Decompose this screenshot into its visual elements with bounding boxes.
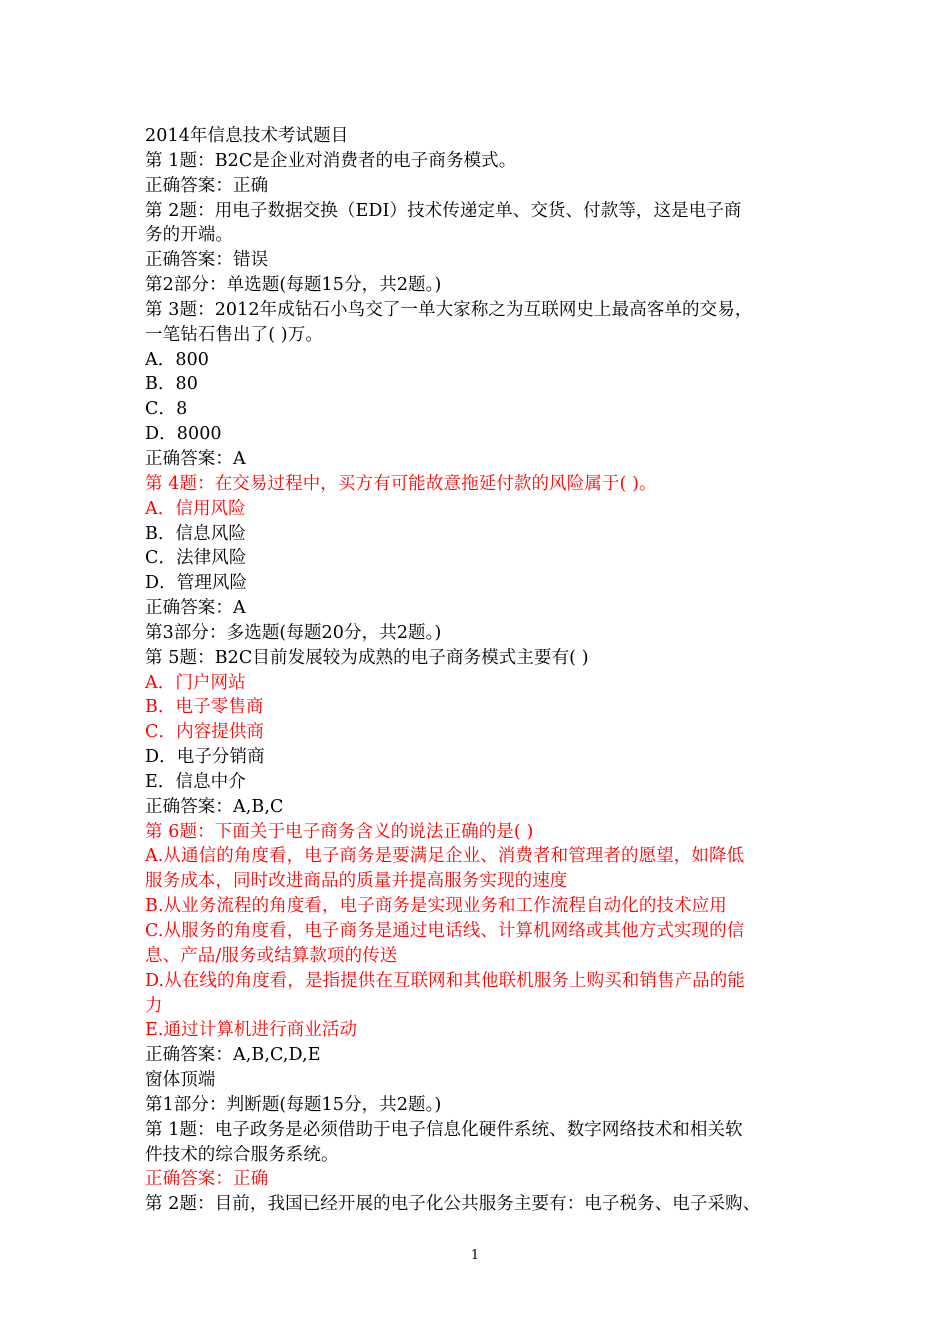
text-line: A．门户网站 bbox=[145, 672, 246, 693]
text-line: 正确答案：正确 bbox=[145, 175, 269, 196]
text-line: D．8000 bbox=[145, 424, 222, 445]
text-line: C．8 bbox=[145, 399, 188, 420]
text-line: 务的开端。 bbox=[145, 225, 233, 246]
text-line: C．法律风险 bbox=[145, 548, 247, 569]
text-line: E.通过计算机进行商业活动 bbox=[145, 1020, 358, 1041]
text-line: B.从业务流程的角度看，电子商务是实现业务和工作流程自动化的技术应用 bbox=[145, 896, 727, 917]
text-line: 一笔钻石售出了( )万。 bbox=[145, 324, 323, 345]
text-line: A．信用风险 bbox=[145, 498, 246, 519]
text-line: 第 6题：下面关于电子商务含义的说法正确的是( ) bbox=[145, 821, 534, 842]
text-line: B．信息风险 bbox=[145, 523, 246, 544]
text-line: 力 bbox=[145, 995, 163, 1016]
text-line: 正确答案：正确 bbox=[145, 1169, 269, 1190]
text-line: 2014年信息技术考试题目 bbox=[145, 126, 349, 146]
text-line: 第 3题：2012年成钻石小鸟交了一单大家称之为互联网史上最高客单的交易， bbox=[145, 299, 753, 320]
text-line: 正确答案：A bbox=[145, 598, 246, 619]
text-line: 正确答案：A bbox=[145, 448, 246, 469]
text-line: A．800 bbox=[145, 349, 210, 370]
text-line: 第 4题：在交易过程中，买方有可能故意拖延付款的风险属于( )。 bbox=[145, 473, 657, 494]
text-line: E．信息中介 bbox=[145, 771, 246, 792]
text-line: A.从通信的角度看，电子商务是要满足企业、消费者和管理者的愿望，如降低 bbox=[145, 846, 745, 867]
text-line: 第 2题：用电子数据交换（EDI）技术传递定单、交货、付款等，这是电子商 bbox=[145, 200, 742, 221]
text-line: 第 1题：电子政务是必须借助于电子信息化硬件系统、数字网络技术和相关软 bbox=[145, 1119, 743, 1140]
text-line: 服务成本，同时改进商品的质量并提高服务实现的速度 bbox=[145, 871, 568, 892]
text-line: 窗体顶端 bbox=[145, 1070, 216, 1091]
document-body bbox=[145, 124, 810, 1217]
text-line: B．电子零售商 bbox=[145, 697, 264, 718]
text-line: 第3部分：多选题(每题20分，共2题。) bbox=[145, 622, 442, 643]
text-line: C．内容提供商 bbox=[145, 722, 265, 743]
text-line: D.从在线的角度看，是指提供在互联网和其他联机服务上购买和销售产品的能 bbox=[145, 970, 745, 991]
text-line: D．管理风险 bbox=[145, 573, 248, 594]
text-line: 第 1题：B2C是企业对消费者的电子商务模式。 bbox=[145, 150, 517, 171]
text-line: D．电子分销商 bbox=[145, 747, 265, 768]
text-line: 第1部分：判断题(每题15分，共2题。) bbox=[145, 1094, 442, 1115]
page-number: 1 bbox=[470, 1248, 480, 1263]
text-line: 正确答案：错误 bbox=[145, 250, 269, 271]
text-line: 息、产品/服务或结算款项的传送 bbox=[145, 945, 398, 966]
text-line: 正确答案：A,B,C,D,E bbox=[145, 1045, 321, 1066]
text-line: 第 2题：目前，我国已经开展的电子化公共服务主要有：电子税务、电子采购、 bbox=[145, 1194, 761, 1215]
text-line: 件技术的综合服务系统。 bbox=[145, 1144, 339, 1165]
text-line: 第2部分：单选题(每题15分，共2题。) bbox=[145, 275, 442, 296]
text-line: 正确答案：A,B,C bbox=[145, 796, 284, 817]
text-line: B．80 bbox=[145, 374, 199, 395]
text-line: C.从服务的角度看，电子商务是通过电话线、计算机网络或其他方式实现的信 bbox=[145, 921, 745, 941]
text-line: 第 5题：B2C目前发展较为成熟的电子商务模式主要有( ) bbox=[145, 647, 589, 668]
